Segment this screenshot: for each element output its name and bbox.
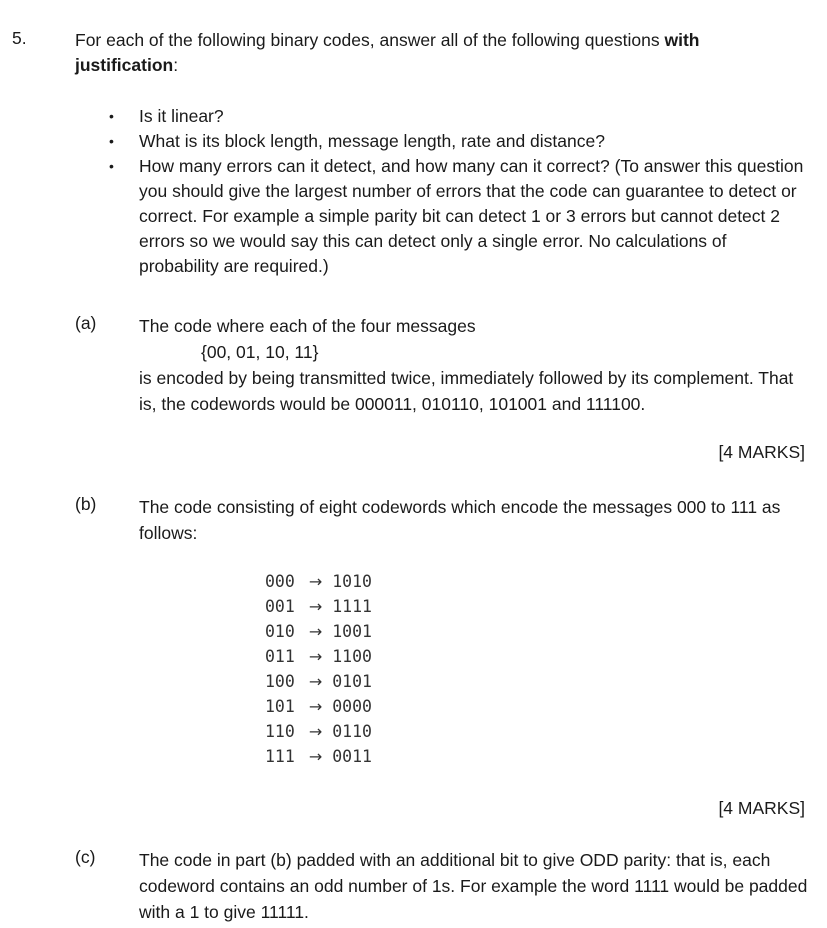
part-b-marks: [4 MARKS]: [718, 798, 805, 818]
codeword-row: [265, 719, 372, 744]
arrow-right-icon: →: [308, 697, 323, 716]
codeword-bits: 1010: [332, 572, 372, 591]
bullet-text: Is it linear?: [139, 106, 224, 126]
intro-bold-text: with justification: [75, 30, 700, 75]
bullet-item: [75, 129, 815, 154]
arrow-right-icon: →: [308, 672, 323, 691]
bullet-text: What is its block length, message length, rate and distance?: [139, 131, 605, 151]
part-b-label: (b): [75, 494, 97, 514]
message-bits: 110: [265, 722, 295, 741]
codeword-bits: 0000: [332, 697, 372, 716]
message-bits: 010: [265, 622, 295, 641]
codeword-bits: 1100: [332, 647, 372, 666]
message-bits: 111: [265, 747, 295, 766]
part-a-marks: [4 MARKS]: [718, 442, 805, 462]
codeword-row: [265, 594, 372, 619]
bullet-item: [75, 154, 815, 279]
part-a-label: (a): [75, 313, 97, 333]
arrow-right-icon: →: [308, 722, 323, 741]
codeword-row: [265, 694, 372, 719]
codeword-bits: 1001: [332, 622, 372, 641]
part-a-line1: The code where each of the four messages: [139, 316, 476, 336]
intro-end: :: [173, 55, 179, 75]
message-bits: 001: [265, 597, 295, 616]
arrow-right-icon: →: [308, 747, 323, 766]
part-c-label: (c): [75, 847, 96, 867]
bullet-dot-icon: •: [109, 158, 114, 174]
bullet-text: How many errors can it detect, and how many can it correct? (To answer this question you should give the largest number of errors that the code can guarantee to detect or correct. For example a simple parity bit can detect 1 or 3 errors but cannot detect 2 errors so we would say this can detect only a single error. No calculations of probability are required.): [139, 156, 804, 276]
codeword-table: [265, 569, 372, 769]
bullet-dot-icon: •: [109, 108, 114, 124]
message-bits: 000: [265, 572, 295, 591]
message-bits: 101: [265, 697, 295, 716]
codeword-row: [265, 669, 372, 694]
bullet-item: [75, 104, 815, 129]
message-bits: 100: [265, 672, 295, 691]
codeword-bits: 0101: [332, 672, 372, 691]
arrow-right-icon: →: [308, 647, 323, 666]
codeword-bits: 1111: [332, 597, 372, 616]
part-c-text: The code in part (b) padded with an additional bit to give ODD parity: that is, each codeword contains an odd number of 1s. For example the word 1111 would be padded with a 1 to give 11111.: [139, 850, 808, 922]
codeword-row: [265, 569, 372, 594]
arrow-right-icon: →: [308, 622, 323, 641]
question-number: 5.: [12, 28, 27, 48]
part-b-text: The code consisting of eight codewords which encode the messages 000 to 111 as follows:: [139, 497, 781, 543]
bullet-dot-icon: •: [109, 133, 114, 149]
arrow-right-icon: →: [308, 572, 323, 591]
bullet-list: [75, 104, 815, 279]
codeword-bits: 0110: [332, 722, 372, 741]
message-bits: 011: [265, 647, 295, 666]
part-a-message-set: {00, 01, 10, 11}: [201, 342, 319, 362]
part-a-line2: is encoded by being transmitted twice, immediately followed by its complement. That is, the codewords would be 000011, 010110, 101001 and 111100.: [139, 368, 794, 414]
codeword-bits: 0011: [332, 747, 372, 766]
codeword-row: [265, 644, 372, 669]
arrow-right-icon: →: [308, 597, 323, 616]
intro-text: For each of the following binary codes, answer all of the following questions: [75, 30, 665, 50]
codeword-row: [265, 619, 372, 644]
question-intro: [75, 28, 795, 78]
part-a-body: [139, 313, 809, 417]
codeword-row: [265, 744, 372, 769]
